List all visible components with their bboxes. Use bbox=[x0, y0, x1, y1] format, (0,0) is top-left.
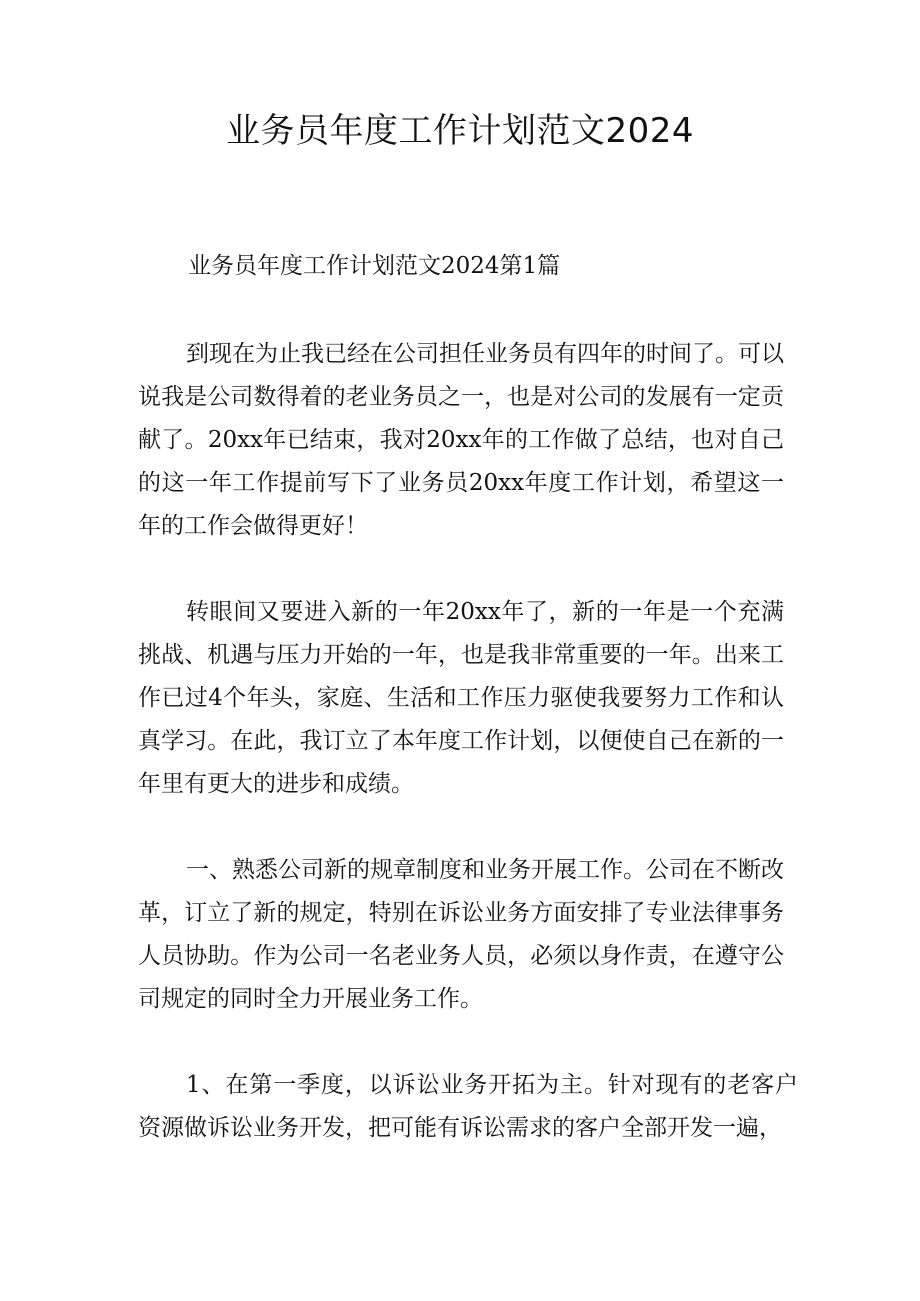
paragraph: 转眼间又要进入新的一年20xx年了，新的一年是一个充满挑战、机遇与压力开始的一年，也是我非常重要的一年。出来工作已过4个年头，家庭、生活和工作压力驱使我要努力工作和认真学习。在此，我订立了本年度工作计划，以便使自己在新的一年里有更大的进步和成绩。 bbox=[138, 599, 784, 797]
section-heading: 业务员年度工作计划范文2024第1篇 bbox=[188, 253, 561, 279]
paragraph: 一、熟悉公司新的规章制度和业务开展工作。公司在不断改革，订立了新的规定，特别在诉讼业务方面安排了专业法律事务人员协助。作为公司一名老业务人员，必须以身作责，在遵守公司规定的同时全力开展业务工作。 bbox=[138, 857, 784, 1012]
paragraph: 1、在第一季度，以诉讼业务开拓为主。针对现有的老客户资源做诉讼业务开发，把可能有诉讼需求的客户全部开发一遍， bbox=[138, 1072, 798, 1141]
document-title: 业务员年度工作计划范文2024 bbox=[225, 111, 695, 151]
paragraph: 到现在为止我已经在公司担任业务员有四年的时间了。可以说我是公司数得着的老业务员之一，也是对公司的发展有一定贡献了。20xx年已结束，我对20xx年的工作做了总结，也对自己的这一年工作提前写下了业务员20xx年度工作计划，希望这一年的工作会做得更好！ bbox=[138, 341, 784, 539]
